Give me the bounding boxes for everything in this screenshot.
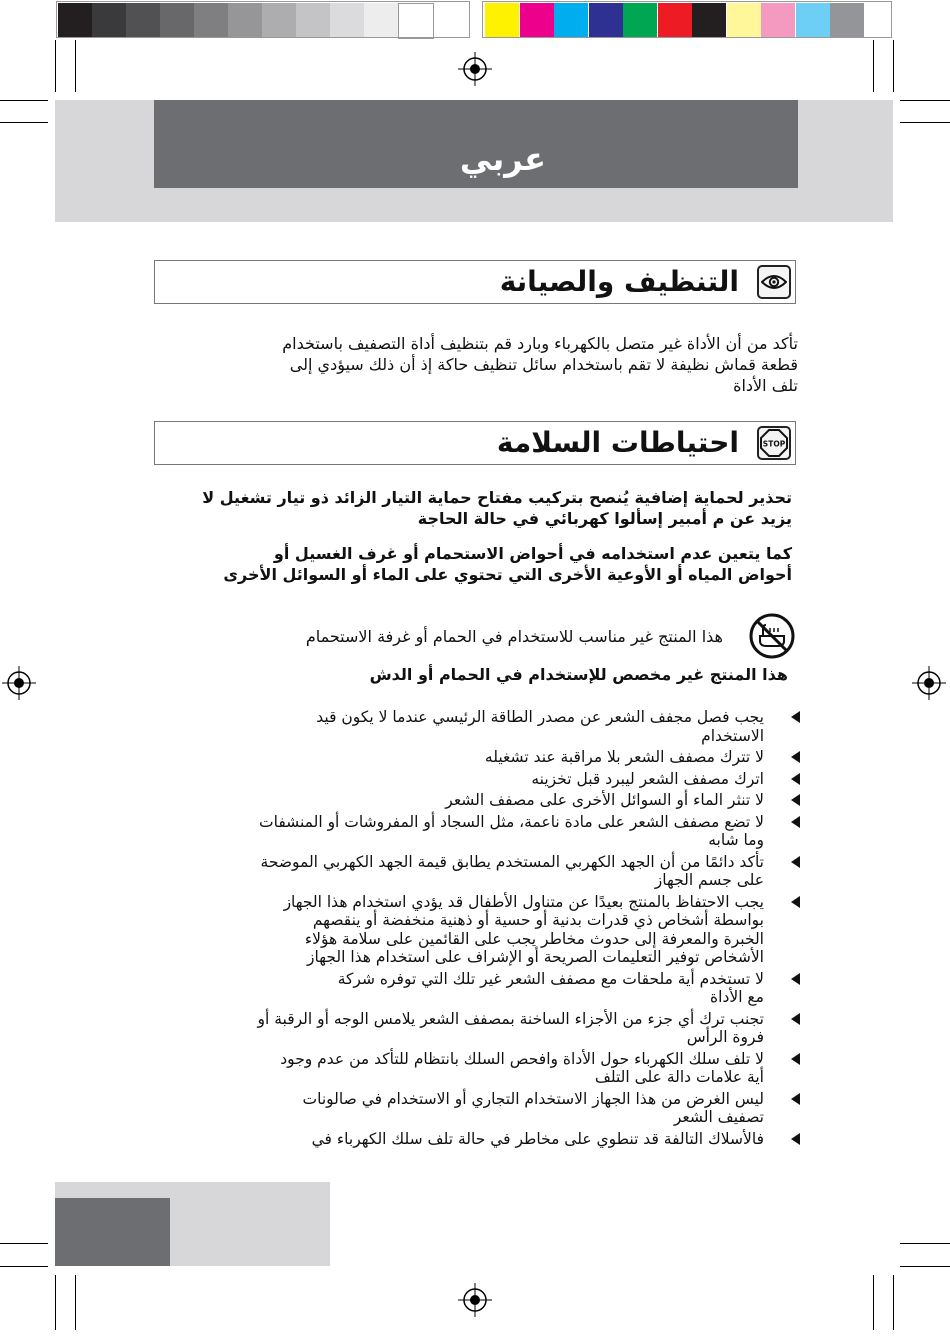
no-shower-text: هذا المنتج غير مخصص للإستخدام في الحمام أو الدش bbox=[369, 665, 788, 684]
crop-mark bbox=[893, 1275, 894, 1330]
bullet-list bbox=[162, 708, 802, 1148]
text-line: تجنب ترك أي جزء من الأجزاء الساخنة بمصفف الشعر يلامس الوجه أو الرقبة أو bbox=[257, 1009, 764, 1028]
text-line: تلف الأداة bbox=[733, 376, 798, 395]
text-line: ليس الغرض من هذا الجهاز الاستخدام التجاري أو الاستخدام في صالونات bbox=[302, 1089, 764, 1108]
svg-text:STOP: STOP bbox=[762, 439, 786, 449]
crop-mark bbox=[900, 1243, 950, 1244]
no-bath-text: هذا المنتج غير مناسب للاستخدام في الحمام أو غرفة الاستحمام bbox=[305, 627, 723, 646]
text-line: تصفيف الشعر bbox=[673, 1108, 764, 1126]
text-line: وما شابه bbox=[708, 831, 764, 849]
list-item bbox=[162, 708, 802, 745]
crop-mark bbox=[0, 1266, 48, 1267]
bullet-arrow-icon bbox=[791, 794, 800, 806]
bullet-arrow-icon bbox=[791, 1133, 800, 1145]
crop-mark bbox=[900, 1266, 950, 1267]
crop-mark bbox=[900, 122, 950, 123]
text-line: لا تستخدم أية ملحقات مع مصفف الشعر غير تلك التي توفره شركة bbox=[337, 969, 764, 988]
cleaning-section-header bbox=[154, 260, 796, 304]
bullet-arrow-icon bbox=[791, 773, 800, 785]
text-line: يجب فصل مجفف الشعر عن مصدر الطاقة الرئيسي عندما لا يكون قيد bbox=[316, 708, 764, 726]
crop-mark bbox=[0, 1243, 48, 1244]
bullet-arrow-icon bbox=[791, 816, 800, 828]
crop-mark bbox=[55, 40, 56, 92]
bullet-arrow-icon bbox=[791, 973, 800, 985]
text-line: الاستخدام bbox=[701, 726, 764, 745]
text-line: الأشخاص توفير التعليمات الصريحة أو الإشراف على استخدام هذا الجهاز bbox=[307, 948, 764, 966]
cleaning-paragraph bbox=[148, 333, 798, 396]
list-item bbox=[162, 770, 802, 789]
list-item bbox=[162, 1090, 802, 1127]
rcd-warning bbox=[132, 487, 792, 529]
bullet-arrow-icon bbox=[791, 711, 800, 723]
bullet-arrow-icon bbox=[791, 856, 800, 868]
crop-mark bbox=[75, 1275, 76, 1330]
text-line: على جسم الجهاز bbox=[654, 871, 764, 889]
text-line: لا تترك مصفف الشعر بلا مراقبة عند تشغيله bbox=[484, 748, 764, 766]
crop-mark bbox=[75, 40, 76, 92]
text-line: يزيد عن م أمبير إسألوا كهربائي في حالة الحاجة bbox=[417, 509, 792, 528]
text-line: يجب الاحتفاظ بالمنتج بعيدًا عن متناول الأطفال قد يؤدي استخدام هذا الجهاز bbox=[283, 892, 764, 911]
text-line: مع الأداة bbox=[710, 988, 764, 1006]
registration-mark-icon bbox=[912, 666, 946, 700]
eye-icon bbox=[757, 265, 791, 299]
stop-icon bbox=[757, 426, 791, 460]
text-line: فالأسلاك التالفة قد تنطوي على مخاطر في حالة تلف سلك الكهرباء في bbox=[311, 1129, 764, 1148]
bath-warning bbox=[142, 543, 792, 585]
registration-mark-icon bbox=[458, 52, 492, 86]
registration-mark-icon bbox=[458, 1283, 492, 1317]
bullet-arrow-icon bbox=[791, 896, 800, 908]
text-line: بواسطة أشخاص ذي قدرات بدنية أو حسية أو ذهنية منخفضة أو ينقصهم bbox=[312, 911, 764, 929]
text-line: تأكد من أن الأداة غير متصل بالكهرباء وبارد قم بتنظيف أداة التصفيف باستخدام bbox=[282, 334, 798, 353]
crop-mark bbox=[873, 1275, 874, 1330]
text-line: اترك مصفف الشعر ليبرد قبل تخزينه bbox=[531, 769, 764, 788]
text-line: لا تلف سلك الكهرباء حول الأداة وافحص السلك بانتظام للتأكد من عدم وجود bbox=[280, 1049, 764, 1068]
calibration-frame bbox=[482, 1, 892, 38]
text-line: لا تنثر الماء أو السوائل الأخرى على مصفف الشعر bbox=[445, 791, 764, 809]
no-bath-icon bbox=[748, 612, 796, 660]
text-line: تحذير لحماية إضافية يُنصح بتركيب مفتاح حماية التيار الزائد ذو تيار تشغيل لا bbox=[202, 488, 792, 507]
calibration-frame bbox=[56, 1, 470, 38]
crop-mark bbox=[55, 1275, 56, 1330]
list-item bbox=[162, 970, 802, 1007]
list-item bbox=[162, 1130, 802, 1149]
crop-mark bbox=[0, 100, 48, 101]
text-line: الخبرة والمعرفة إلى حدوث مخاطر يجب على القائمين على سلامة هؤلاء bbox=[304, 929, 764, 948]
cleaning-title: التنظيف والصيانة bbox=[499, 265, 739, 298]
registration-mark-icon bbox=[2, 666, 36, 700]
bullet-arrow-icon bbox=[791, 751, 800, 763]
list-item bbox=[162, 791, 802, 810]
text-line: كما يتعين عدم استخدامه في أحواض الاستحمام أو غرف الغسيل أو bbox=[273, 544, 792, 563]
list-item bbox=[162, 1010, 802, 1047]
bullet-arrow-icon bbox=[791, 1093, 800, 1105]
safety-bullet-list bbox=[162, 708, 802, 1151]
crop-mark bbox=[0, 122, 48, 123]
crop-mark bbox=[900, 100, 950, 101]
text-line: أحواض المياه أو الأوعية الأخرى التي تحتوي على الماء أو السوائل الأخرى bbox=[223, 565, 792, 584]
list-item bbox=[162, 748, 802, 767]
bullet-arrow-icon bbox=[791, 1013, 800, 1025]
text-line: قطعة قماش نظيفة لا تقم باستخدام سائل تنظيف حاكة إذ أن ذلك سيؤدي إلى bbox=[289, 355, 798, 374]
bullet-arrow-icon bbox=[791, 1053, 800, 1065]
list-item bbox=[162, 853, 802, 890]
list-item bbox=[162, 1050, 802, 1087]
text-line: فروة الرأس bbox=[686, 1028, 764, 1046]
safety-title: احتياطات السلامة bbox=[496, 426, 739, 459]
text-line: أية علامات دالة على التلف bbox=[594, 1068, 764, 1086]
crop-mark bbox=[873, 40, 874, 92]
list-item bbox=[162, 893, 802, 967]
text-line: لا تضع مصفف الشعر على مادة ناعمة، مثل السجاد أو المفروشات أو المنشفات bbox=[259, 812, 764, 831]
language-title: عربي bbox=[459, 140, 546, 178]
safety-section-header bbox=[154, 421, 796, 465]
page-tab bbox=[55, 1198, 170, 1266]
list-item bbox=[162, 813, 802, 850]
crop-mark bbox=[893, 40, 894, 92]
text-line: تأكد دائمًا من أن الجهد الكهربي المستخدم يطابق قيمة الجهد الكهربي الموضحة bbox=[260, 852, 764, 871]
